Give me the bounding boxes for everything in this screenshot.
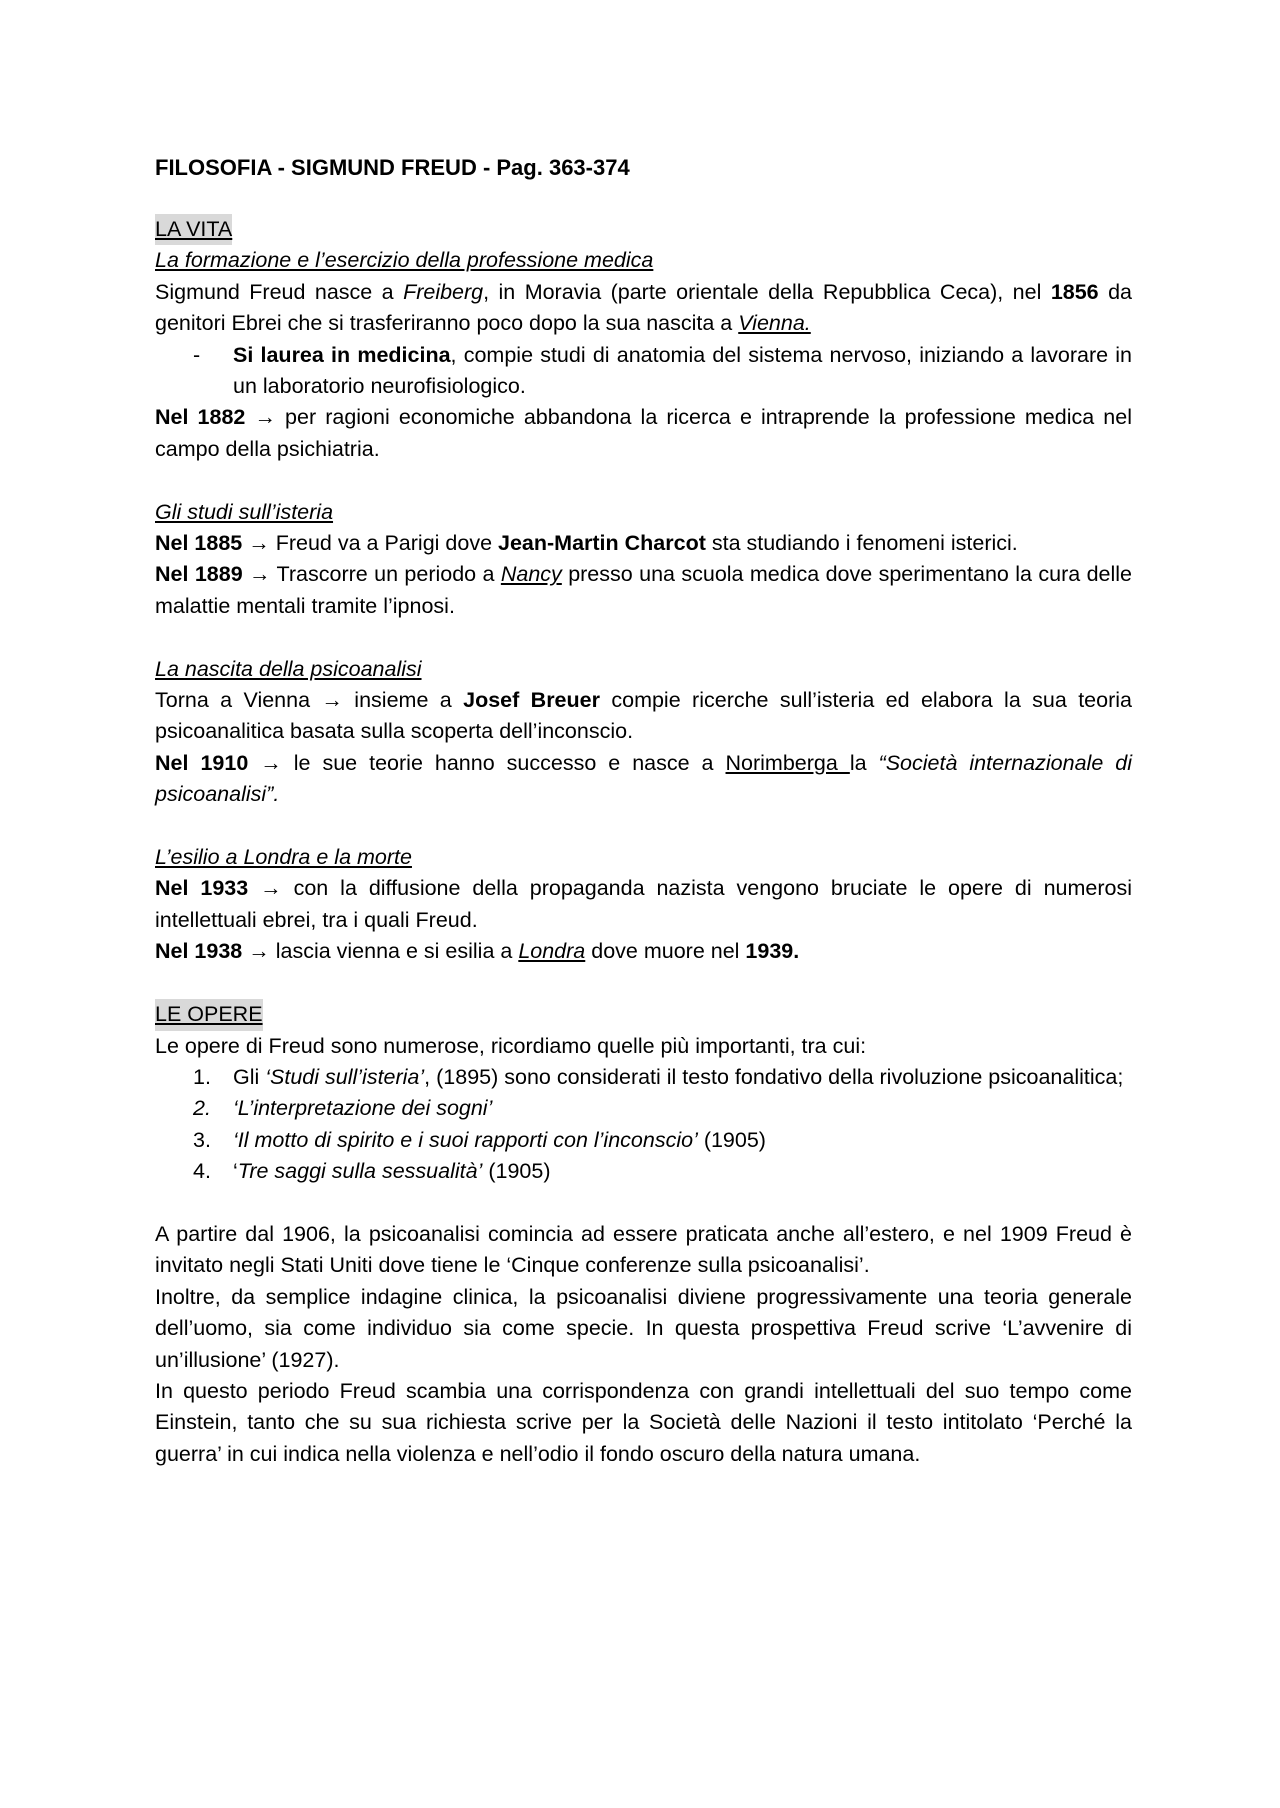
block-isteria: [155, 497, 1132, 623]
list-item: 1. Gli ‘Studi sull’isteria’, (1895) sono considerati il testo fondativo della rivoluzione psicoanalitica;: [193, 1064, 1124, 1089]
subheading-isteria: Gli studi sull’isteria: [155, 499, 334, 524]
name-charcot: Jean-Martin Charcot: [498, 531, 706, 556]
section-la-vita: [155, 214, 1132, 968]
paragraph-1889: Nel 1889 → Trascorre un periodo a Nancy presso una scuola medica dove sperimentano la cura delle malattie mentali tramite l’ipnosi.: [155, 562, 1132, 618]
list-opere: [155, 1062, 1132, 1188]
section-heading-la-vita: LA VITA: [155, 214, 232, 245]
year-1856: 1856: [1050, 279, 1099, 304]
societa-name: “Società internazionale di psicoanalisi”: [155, 750, 1132, 807]
paragraph-1910: Nel 1910 → le sue teorie hanno successo e nasce a Norimberga la “Società internazionale di psicoanalisi”.: [155, 750, 1132, 807]
paragraph-1933: Nel 1933 → con la diffusione della propaganda nazista vengono bruciate le opere di numerosi intellettuali ebrei, tra i quali Freud.: [155, 876, 1132, 932]
place-norimberga: Norimberga: [725, 750, 850, 775]
bullet-laurea: - Si laurea in medicina, compie studi di anatomia del sistema nervoso, iniziando a lavorare in un laboratorio neurofisiologico.: [155, 340, 1132, 403]
paragraph-1882: Nel 1882 → per ragioni economiche abbandona la ricerca e intraprende la professione medica nel campo della psichiatria.: [155, 405, 1132, 461]
subheading-formazione: La formazione e l’esercizio della professione medica: [155, 248, 654, 273]
bullet-marker: -: [193, 342, 201, 367]
block-formazione: [155, 245, 1132, 465]
paragraph-opere-intro: Le opere di Freud sono numerose, ricordiamo quelle più importanti, tra cui:: [155, 1033, 867, 1058]
paragraph-1906: A partire dal 1906, la psicoanalisi comincia ad essere praticata anche all’estero, e nel 1909 Freud è invitato negli Stati Uniti dove tiene le ‘Cinque conferenze sulla psicoanalisi’.: [155, 1221, 1132, 1278]
list-item: 4. ‘Tre saggi sulla sessualità’ (1905): [193, 1159, 551, 1184]
paragraph-1885: Nel 1885 → Freud va a Parigi dove Jean-Martin Charcot sta studiando i fenomeni isterici.: [155, 531, 1018, 556]
paragraph-einstein: In questo periodo Freud scambia una corrispondenza con grandi intellettuali del suo tempo come Einstein, tanto che su sua richiesta scrive per la Società delle Nazioni il testo intitolato ‘Perché la guerra’ in cui indica nella violenza e nell’odio il fondo oscuro della natura umana.: [155, 1378, 1132, 1466]
document-title: FILOSOFIA - SIGMUND FREUD - Pag. 363-374: [155, 155, 630, 180]
paragraph-vienna: Torna a Vienna → insieme a Josef Breuer compie ricerche sull’isteria ed elabora la sua teoria psicoanalitica basata sulla scoperta dell’inconscio.: [155, 688, 1132, 744]
document-page: [155, 152, 1132, 1470]
section-heading-le-opere: LE OPERE: [155, 999, 263, 1030]
list-item: 2. ‘L’interpretazione dei sogni’: [193, 1096, 493, 1121]
place-londra: Londra: [518, 939, 586, 964]
block-psicoanalisi: [155, 654, 1132, 811]
year-1939: 1939.: [745, 939, 800, 964]
subheading-esilio: L’esilio a Londra e la morte: [155, 845, 412, 870]
place-freiberg: Freiberg: [403, 279, 484, 304]
paragraph-teoria-generale: Inoltre, da semplice indagine clinica, la psicoanalisi diviene progressivamente una teoria generale dell’uomo, sia come individuo sia come specie. In questa prospettiva Freud scrive ‘L’avvenire di un’illusione’ (1927).: [155, 1284, 1132, 1372]
place-vienna: Vienna.: [738, 311, 811, 336]
list-item: 3. ‘Il motto di spirito e i suoi rapporti con l’inconscio’ (1905): [193, 1127, 766, 1152]
subheading-psicoanalisi: La nascita della psicoanalisi: [155, 656, 422, 681]
section-le-opere: [155, 999, 1132, 1470]
block-esilio: [155, 842, 1132, 968]
paragraph-nascita: Sigmund Freud nasce a Freiberg, in Moravia (parte orientale della Repubblica Ceca), nel 1856 da genitori Ebrei che si trasferiranno poco dopo la sua nascita a Vienna.: [155, 279, 1132, 336]
name-breuer: Josef Breuer: [463, 688, 600, 713]
place-nancy: Nancy: [500, 562, 562, 587]
paragraph-1938: Nel 1938 → lascia vienna e si esilia a Londra dove muore nel 1939.: [155, 939, 800, 964]
